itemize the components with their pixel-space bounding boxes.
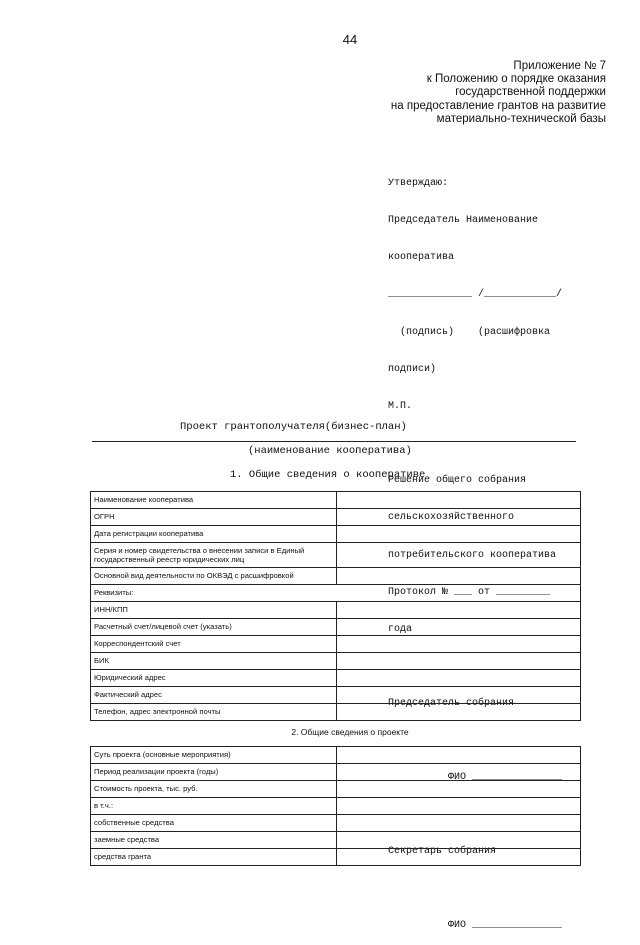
project-title: Проект грантополучателя(бизнес-план) [180, 421, 407, 433]
table-row [91, 509, 581, 526]
value-cell[interactable] [337, 568, 581, 585]
table-row [91, 568, 581, 585]
secretary-label: Секретарь собрания [388, 846, 497, 858]
table-row [91, 747, 581, 764]
table-row [91, 653, 581, 670]
page-number: 44 [342, 32, 358, 47]
chairman-line: Председатель Наименование [388, 215, 539, 227]
row-label: Телефон, адрес электронной почты [91, 704, 337, 721]
row-label: Серия и номер свидетельства о внесении записи в Единый государственный реестр юридических лиц [91, 543, 337, 568]
table-row [91, 781, 581, 798]
table-row [91, 602, 581, 619]
fio-line: ФИО _______________ [388, 772, 563, 784]
table-row [91, 849, 581, 866]
value-cell[interactable] [337, 764, 581, 781]
project-info-table [90, 746, 581, 866]
table-row [91, 798, 581, 815]
value-cell[interactable] [337, 747, 581, 764]
row-label: в т.ч.: [91, 798, 337, 815]
chairman-line: кооператива [388, 252, 455, 264]
row-label: средства гранта [91, 849, 337, 866]
decision-line: сельскохозяйственного [388, 512, 515, 524]
decision-line: Решение общего собрания [388, 475, 527, 487]
appendix-line: государственной поддержки [455, 86, 606, 99]
table-row [91, 585, 581, 602]
value-cell[interactable] [337, 602, 581, 619]
appendix-line: на предоставление грантов на развитие [390, 99, 606, 112]
row-label: Стоимость проекта, тыс. руб. [91, 781, 337, 798]
row-label: Фактический адрес [91, 687, 337, 704]
row-label: Наименование кооператива [91, 492, 337, 509]
value-cell[interactable] [337, 526, 581, 543]
value-cell[interactable] [337, 849, 581, 866]
signature-caption: (подпись) (расшифровка [388, 326, 551, 338]
coop-name-caption: (наименование кооператива) [248, 445, 412, 457]
coop-name-line [92, 441, 576, 442]
value-cell[interactable] [337, 619, 581, 636]
meeting-chairman-label: Председатель собрания [388, 698, 515, 710]
row-label: собственные средства [91, 815, 337, 832]
table-row [91, 704, 581, 721]
requisites-header: Реквизиты: [91, 585, 581, 602]
row-label: Расчетный счет/лицевой счет (указать) [91, 619, 337, 636]
signature-blanks: ______________ /____________/ [388, 289, 563, 301]
row-label: заемные средства [91, 832, 337, 849]
approve-label: Утверждаю: [388, 177, 449, 189]
row-label: БИК [91, 653, 337, 670]
cooperative-info-table [90, 491, 581, 721]
value-cell[interactable] [337, 815, 581, 832]
table-row [91, 687, 581, 704]
value-cell[interactable] [337, 543, 581, 568]
signature-caption: подписи) [388, 363, 437, 375]
decision-line: потребительского кооператива [388, 549, 557, 561]
table-row [91, 526, 581, 543]
table-row [91, 815, 581, 832]
row-label: Суть проекта (основные мероприятия) [91, 747, 337, 764]
row-label: Корреспондентский счет [91, 636, 337, 653]
value-cell[interactable] [337, 798, 581, 815]
appendix-header [391, 60, 606, 126]
value-cell[interactable] [337, 509, 581, 526]
row-label: Юридический адрес [91, 670, 337, 687]
row-label: ОГРН [91, 509, 337, 526]
value-cell[interactable] [337, 781, 581, 798]
fio-line: ФИО _______________ [388, 920, 563, 932]
value-cell[interactable] [337, 832, 581, 849]
value-cell[interactable] [337, 653, 581, 670]
table-row [91, 492, 581, 509]
table-row [91, 670, 581, 687]
appendix-number: Приложение № 7 [513, 60, 606, 72]
value-cell[interactable] [337, 704, 581, 721]
table-row [91, 619, 581, 636]
value-cell[interactable] [337, 687, 581, 704]
stamp-label: М.П. [388, 401, 413, 413]
row-label: ИНН/КПП [91, 602, 337, 619]
appendix-line: к Положению о порядке оказания [426, 73, 606, 86]
section1-title: 1. Общие сведения о кооперативе [230, 469, 426, 481]
value-cell[interactable] [337, 670, 581, 687]
row-label: Дата регистрации кооператива [91, 526, 337, 543]
value-cell[interactable] [337, 492, 581, 509]
table-row [91, 832, 581, 849]
row-label: Основной вид деятельности по ОКВЭД с расшифровкой [91, 568, 337, 585]
table-row [91, 543, 581, 568]
table-row [91, 764, 581, 781]
protocol-line: Протокол № ___ от _________ [388, 586, 551, 598]
table-row [91, 636, 581, 653]
row-label: Период реализации проекта (годы) [91, 764, 337, 781]
year-word: года [388, 624, 413, 636]
value-cell[interactable] [337, 636, 581, 653]
appendix-line: материально-технической базы [436, 112, 606, 125]
section2-title: 2. Общие сведения о проекте [291, 727, 409, 737]
